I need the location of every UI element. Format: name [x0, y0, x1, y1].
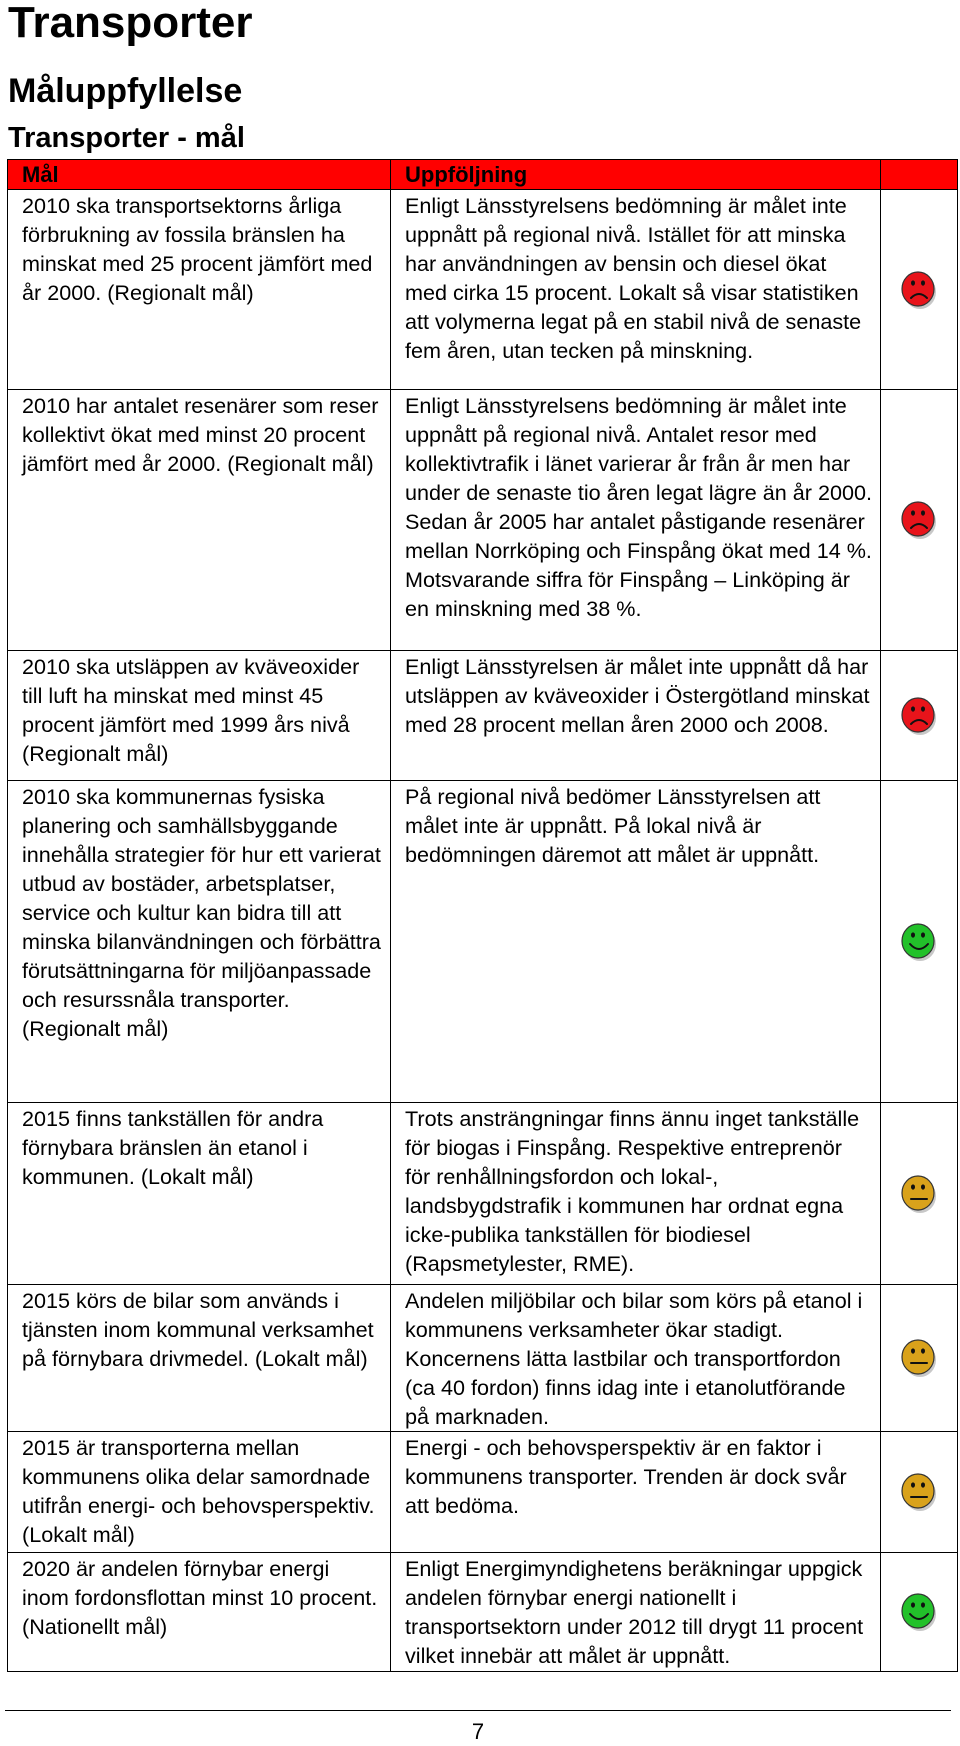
table-row — [8, 1285, 958, 1432]
goal-cell: 2010 ska utsläppen av kväveoxider till luft ha minskat med minst 45 procent jämfört med 1999 års nivå (Regionalt mål) — [8, 651, 391, 781]
status-cell — [881, 390, 958, 651]
goal-cell: 2010 ska transportsektorns årliga förbrukning av fossila bränslen ha minskat med 25 procent jämfört med år 2000. (Regionalt mål) — [8, 190, 391, 390]
status-cell — [881, 1432, 958, 1553]
table-row — [8, 390, 958, 651]
page-number: 7 — [471, 1719, 485, 1744]
happy-face-icon — [900, 921, 938, 963]
header-followup: Uppföljning — [391, 160, 881, 190]
header-goal: Mål — [8, 160, 391, 190]
footer-divider — [5, 1710, 951, 1711]
followup-cell: Enligt Länsstyrelsens bedömning är målet inte uppnått på regional nivå. Istället för att minska har användningen av bensin och diesel ökat med cirka 15 procent. Lokalt så visar statistiken att volymerna legat på en stabil nivå de senaste fem åren, utan tecken på minskning. — [391, 190, 881, 390]
header-status — [881, 160, 958, 190]
neutral-face-icon — [900, 1173, 938, 1215]
table-row — [8, 1553, 958, 1672]
sad-face-icon — [900, 499, 938, 541]
section-title: Transporter - mål — [8, 122, 245, 154]
table-row — [8, 190, 958, 390]
goal-cell: 2015 är transporterna mellan kommunens olika delar samordnade utifrån energi- och behovsperspektiv. (Lokalt mål) — [8, 1432, 391, 1553]
happy-face-icon — [900, 1591, 938, 1633]
neutral-face-icon — [900, 1337, 938, 1379]
followup-cell: På regional nivå bedömer Länsstyrelsen att målet inte är uppnått. På lokal nivå är bedömningen däremot att målet är uppnått. — [391, 781, 881, 1103]
sad-face-icon — [900, 695, 938, 737]
goal-cell: 2020 är andelen förnybar energi inom fordonsflottan minst 10 procent. (Nationellt mål) — [8, 1553, 391, 1672]
status-cell — [881, 1285, 958, 1432]
goal-cell: 2010 ska kommunernas fysiska planering och samhällsbyggande innehålla strategier för hur ett varierat utbud av bostäder, arbetsplatser, service och kultur kan bidra till att minska bilanvändningen och förbättra förutsättningarna för miljöanpassade och resurssnåla transporter. (Regionalt mål) — [8, 781, 391, 1103]
table-row — [8, 781, 958, 1103]
followup-cell: Energi - och behovsperspektiv är en faktor i kommunens transporter. Trenden är dock svår att bedöma. — [391, 1432, 881, 1553]
status-cell — [881, 190, 958, 390]
followup-cell: Enligt Länsstyrelsen är målet inte uppnått då har utsläppen av kväveoxider i Östergötland minskat med 28 procent mellan åren 2000 och 2008. — [391, 651, 881, 781]
table-header-row — [8, 160, 958, 190]
goal-cell: 2015 körs de bilar som används i tjänsten inom kommunal verksamhet på förnybara drivmedel. (Lokalt mål) — [8, 1285, 391, 1432]
followup-cell: Enligt Länsstyrelsens bedömning är målet inte uppnått på regional nivå. Antalet resor med kollektivtrafik i länet varierar år från år men har under de senaste tio åren legat lägre än år 2000. Sedan år 2005 har antalet påstigande resenärer mellan Norrköping och Finspång ökat med 14 %. Motsvarande siffra för Finspång – Linköping är en minskning med 38 %. — [391, 390, 881, 651]
status-cell — [881, 651, 958, 781]
followup-cell: Enligt Energimyndighetens beräkningar uppgick andelen förnybar energi nationellt i transportsektorn under 2012 till drygt 11 procent vilket innebär att målet är uppnått. — [391, 1553, 881, 1672]
followup-cell: Andelen miljöbilar och bilar som körs på etanol i kommunens verksamheter ökar stadigt. Koncernens lätta lastbilar och transportfordon (ca 40 fordon) finns idag inte i etanolutförande på marknaden. — [391, 1285, 881, 1432]
table-row — [8, 651, 958, 781]
goal-cell: 2010 har antalet resenärer som reser kollektivt ökat med minst 20 procent jämfört med år 2000. (Regionalt mål) — [8, 390, 391, 651]
table-row — [8, 1103, 958, 1285]
sad-face-icon — [900, 269, 938, 311]
status-cell — [881, 1103, 958, 1285]
goal-cell: 2015 finns tankställen för andra förnybara bränslen än etanol i kommunen. (Lokalt mål) — [8, 1103, 391, 1285]
page-title: Transporter — [8, 0, 253, 47]
goals-table — [7, 159, 958, 1672]
neutral-face-icon — [900, 1471, 938, 1513]
followup-cell: Trots ansträngningar finns ännu inget tankställe för biogas i Finspång. Respektive entreprenör för renhållningsfordon och lokal-, landsbygdstrafik i kommunen har ordnat egna icke-publika tankställen för biodiesel (Rapsmetylester, RME). — [391, 1103, 881, 1285]
table-row — [8, 1432, 958, 1553]
status-cell — [881, 1553, 958, 1672]
status-cell — [881, 781, 958, 1103]
subheading: Måluppfyllelse — [8, 72, 243, 110]
